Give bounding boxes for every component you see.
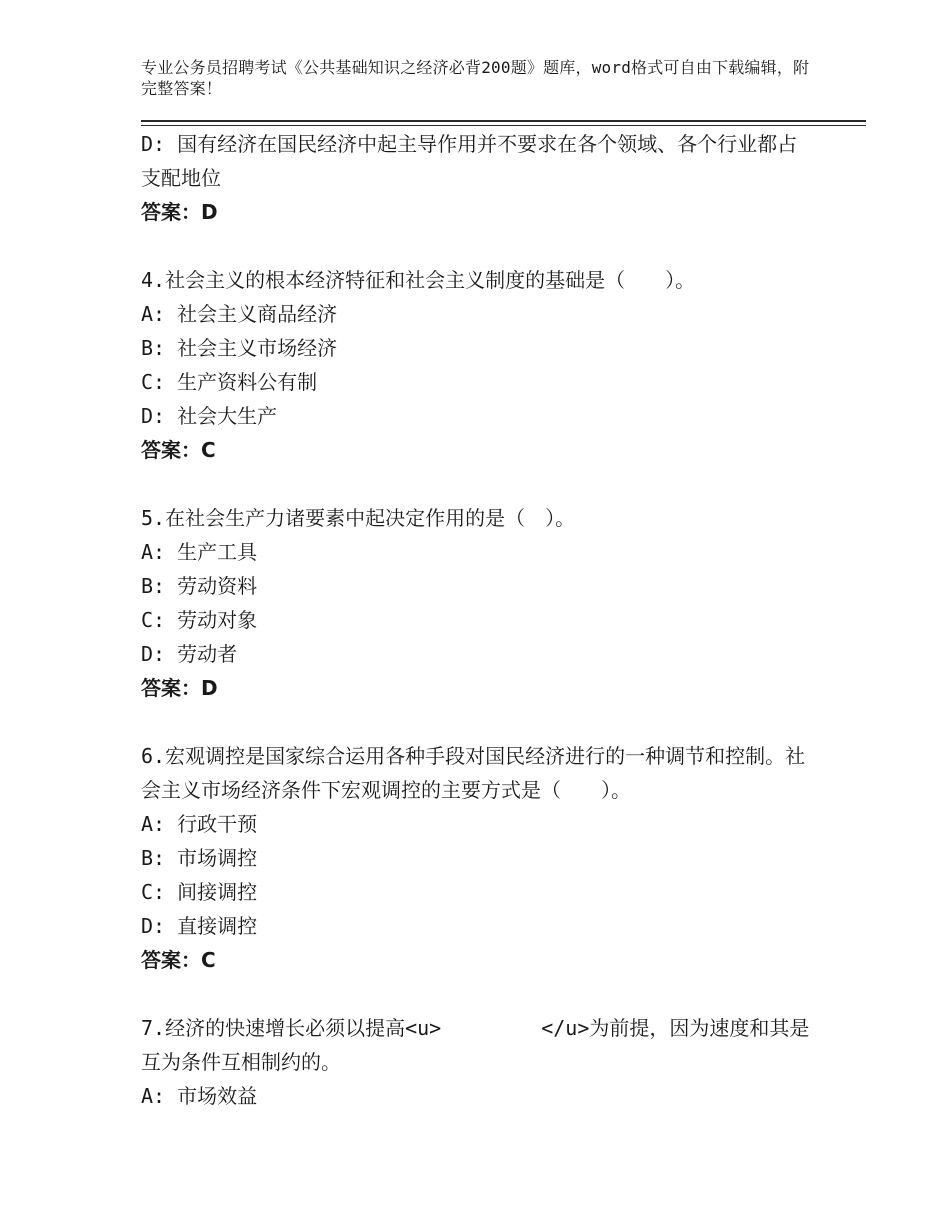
q5-stem: 5.在社会生产力诸要素中起决定作用的是（ ）。	[141, 506, 576, 530]
q4-answer: 答案：C	[141, 438, 216, 462]
q4-option-a: A: 社会主义商品经济	[141, 302, 338, 326]
q4-stem: 4.社会主义的根本经济特征和社会主义制度的基础是（ ）。	[141, 268, 696, 292]
q5-option-c: C: 劳动对象	[141, 608, 258, 632]
question-7	[141, 1011, 811, 1113]
spacer	[141, 705, 811, 739]
q3-option-d: D: 国有经济在国民经济中起主导作用并不要求在各个领域、各个行业都占支配地位	[141, 132, 798, 190]
question-4	[141, 263, 811, 467]
q6-option-b: B: 市场调控	[141, 846, 258, 870]
spacer	[141, 467, 811, 501]
q5-option-b: B: 劳动资料	[141, 574, 258, 598]
page-header: 专业公务员招聘考试《公共基础知识之经济必背200题》题库，word格式可自由下载编辑，附完整答案！	[141, 58, 810, 98]
q5-answer: 答案：D	[141, 676, 218, 700]
q4-option-b: B: 社会主义市场经济	[141, 336, 338, 360]
q5-option-d: D: 劳动者	[141, 642, 238, 666]
q6-option-d: D: 直接调控	[141, 914, 258, 938]
question-6	[141, 739, 811, 977]
q7-stem: 7.经济的快速增长必须以提高<u> </u>为前提，因为速度和其是互为条件互相制约的。	[141, 1016, 810, 1074]
q6-answer: 答案：C	[141, 948, 216, 972]
spacer	[141, 977, 811, 1011]
header-divider-thick	[141, 120, 866, 122]
question-content	[141, 127, 811, 1113]
q5-option-a: A: 生产工具	[141, 540, 258, 564]
q4-option-c: C: 生产资料公有制	[141, 370, 318, 394]
q3-answer: 答案：D	[141, 200, 218, 224]
spacer	[141, 229, 811, 263]
question-5	[141, 501, 811, 705]
q6-option-c: C: 间接调控	[141, 880, 258, 904]
q7-option-a: A: 市场效益	[141, 1084, 258, 1108]
q6-option-a: A: 行政干预	[141, 812, 258, 836]
q6-stem: 6.宏观调控是国家综合运用各种手段对国民经济进行的一种调节和控制。社会主义市场经济条件下宏观调控的主要方式是（ ）。	[141, 744, 806, 802]
header-divider-thin	[141, 125, 866, 126]
q4-option-d: D: 社会大生产	[141, 404, 278, 428]
